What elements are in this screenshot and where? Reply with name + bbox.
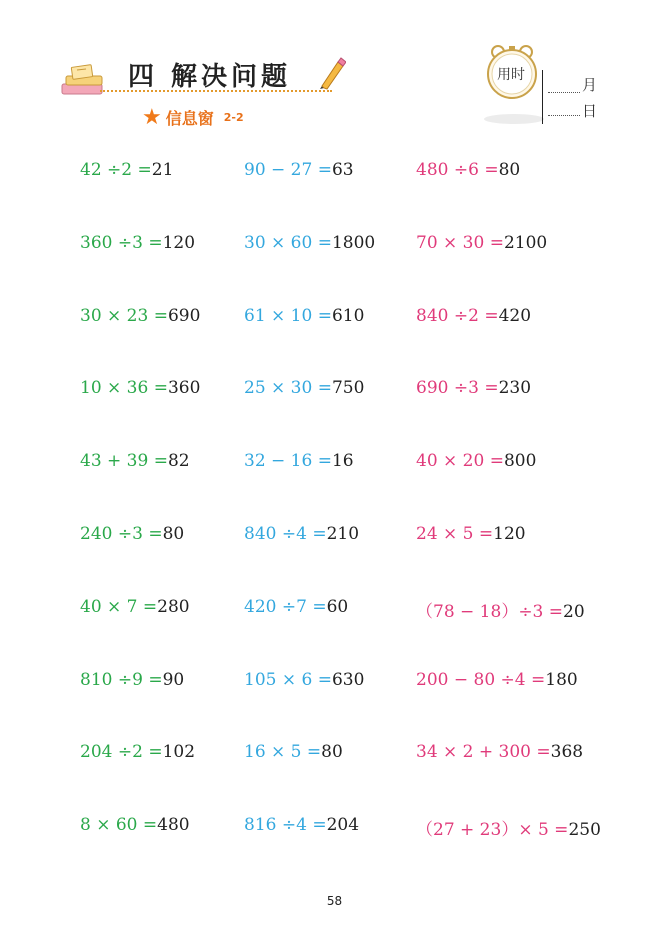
answer: 368: [550, 742, 584, 762]
expression: 70 × 30 =: [416, 233, 504, 253]
answer: 60: [326, 597, 349, 617]
expression: 816 ÷4 =: [244, 815, 327, 835]
exercise-item: [416, 742, 583, 762]
exercise-row: [0, 233, 669, 257]
answer: 480: [157, 815, 190, 835]
star-icon: ★: [142, 104, 162, 130]
expression: （78 − 18）÷3 =: [416, 602, 564, 622]
exercise-row: [0, 306, 669, 330]
expression: 810 ÷9 =: [80, 670, 163, 690]
answer: 204: [326, 815, 360, 835]
answer: 750: [331, 378, 365, 398]
exercise-item: [80, 160, 173, 180]
expression: 42 ÷2 =: [80, 160, 152, 180]
exercise-item: [244, 670, 364, 690]
expression: 200 − 80 ÷4 =: [416, 670, 546, 690]
expression: 43 + 39 =: [80, 451, 168, 471]
expression: 40 × 20 =: [416, 451, 504, 471]
exercise-item: [244, 451, 354, 471]
answer: 80: [321, 742, 343, 762]
exercise-item: [416, 233, 547, 253]
answer: 690: [167, 306, 201, 326]
exercise-row: [0, 742, 669, 766]
answer: 80: [162, 524, 185, 544]
expression: 40 × 7 =: [80, 597, 158, 617]
exercise-item: [416, 306, 531, 326]
info-window-text: 信息窗: [165, 109, 214, 128]
exercise-item: [416, 524, 526, 544]
expression: 240 ÷3 =: [80, 524, 163, 544]
exercise-item: [80, 742, 195, 762]
exercise-item: [80, 524, 184, 544]
exercise-row: [0, 597, 669, 621]
expression: 32 − 16 =: [244, 451, 332, 471]
expression: 34 × 2 + 300 =: [416, 742, 551, 762]
exercise-item: [244, 815, 359, 835]
exercise-item: [244, 597, 348, 617]
exercise-row: [0, 160, 669, 184]
answer: 63: [331, 160, 354, 180]
answer: 102: [162, 742, 196, 762]
exercise-item: [416, 378, 531, 398]
exercise-item: [80, 378, 200, 398]
expression: 16 × 5 =: [244, 742, 322, 762]
exercise-row: [0, 815, 669, 839]
answer: 230: [498, 378, 532, 398]
expression: 840 ÷4 =: [244, 524, 327, 544]
exercise-item: [80, 233, 195, 253]
exercise-item: [80, 670, 184, 690]
expression: 8 × 60 =: [80, 815, 158, 835]
exercise-row: [0, 524, 669, 548]
exercise-item: [416, 597, 585, 622]
month-label: 月: [582, 76, 598, 94]
page-title: 四 解决问题: [128, 62, 292, 92]
exercise-item: [80, 815, 190, 835]
answer: 360: [167, 378, 201, 398]
answer: 82: [167, 451, 190, 471]
expression: 61 × 10 =: [244, 306, 332, 326]
exercise-item: [244, 233, 375, 253]
expression: 204 ÷2 =: [80, 742, 163, 762]
answer: 800: [503, 451, 537, 471]
answer: 280: [157, 597, 190, 617]
answer: 420: [498, 306, 532, 326]
answer: 210: [326, 524, 360, 544]
answer: 630: [331, 670, 365, 690]
expression: 30 × 60 =: [244, 233, 332, 253]
answer: 180: [545, 670, 578, 690]
day-label: 日: [582, 102, 598, 120]
exercise-item: [80, 451, 190, 471]
answer: 20: [563, 602, 585, 622]
answer: 21: [151, 160, 174, 180]
exercise-row: [0, 451, 669, 475]
answer: 1800: [331, 233, 376, 253]
expression: （27 + 23）× 5 =: [416, 820, 569, 840]
expression: 10 × 36 =: [80, 378, 168, 398]
exercise-item: [244, 524, 359, 544]
exercise-item: [244, 160, 354, 180]
exercise-item: [416, 160, 520, 180]
exercise-item: [416, 670, 578, 690]
expression: 690 ÷3 =: [416, 378, 499, 398]
expression: 840 ÷2 =: [416, 306, 499, 326]
expression: 105 × 6 =: [244, 670, 332, 690]
exercise-item: [244, 742, 343, 762]
exercise-item: [244, 306, 364, 326]
expression: 24 × 5 =: [416, 524, 494, 544]
answer: 250: [568, 820, 601, 840]
answer: 120: [162, 233, 196, 253]
expression: 360 ÷3 =: [80, 233, 163, 253]
time-used-label: 用时: [497, 67, 525, 83]
answer: 80: [498, 160, 521, 180]
exercise-row: [0, 670, 669, 694]
answer: 16: [331, 451, 354, 471]
info-window-code: 2-2: [223, 111, 244, 124]
answer: 610: [331, 306, 365, 326]
expression: 30 × 23 =: [80, 306, 168, 326]
expression: 480 ÷6 =: [416, 160, 499, 180]
exercise-row: [0, 378, 669, 402]
expression: 420 ÷7 =: [244, 597, 327, 617]
exercise-item: [416, 451, 536, 471]
exercise-item: [80, 597, 190, 617]
page-number: 58: [326, 894, 343, 908]
answer: 2100: [503, 233, 548, 253]
answer: 90: [162, 670, 185, 690]
expression: 25 × 30 =: [244, 378, 332, 398]
expression: 90 − 27 =: [244, 160, 332, 180]
answer: 120: [493, 524, 526, 544]
exercise-item: [80, 306, 200, 326]
exercise-item: [244, 378, 364, 398]
exercise-item: [416, 815, 601, 840]
